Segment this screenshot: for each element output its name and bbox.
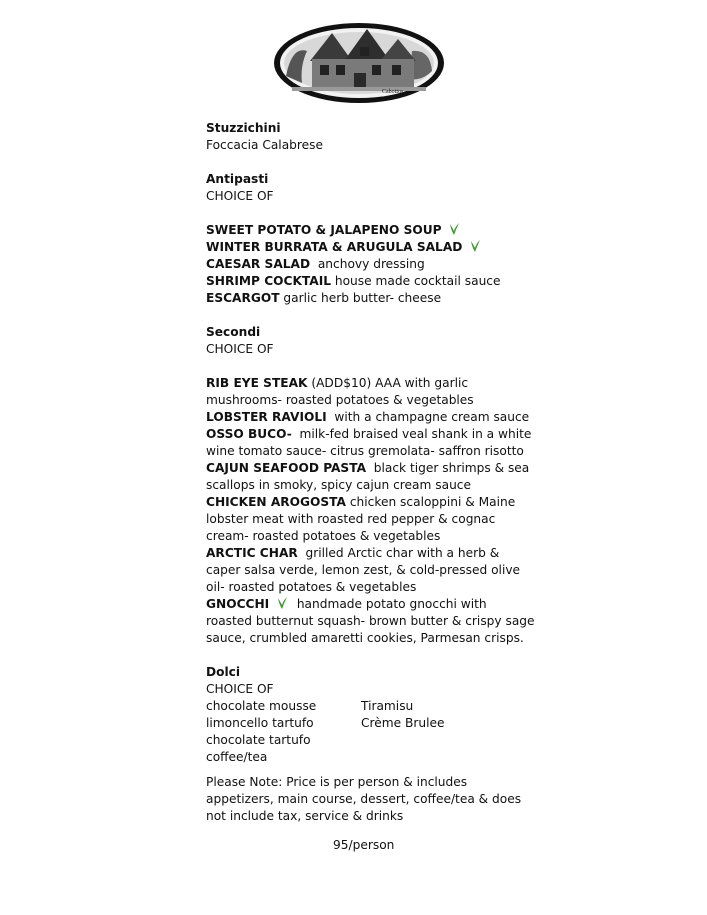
item-description: house made cocktail sauce xyxy=(334,274,501,288)
item-name: OSSO BUCO- xyxy=(206,427,292,441)
logo-caption: Cabottos xyxy=(382,89,404,95)
item-name: ESCARGOT xyxy=(206,291,280,305)
restaurant-logo xyxy=(272,21,446,105)
menu-content xyxy=(206,120,536,825)
list-item xyxy=(206,239,536,256)
item-description: anchovy dressing xyxy=(317,257,425,271)
item-description: (ADD$10) AAA with garlic mushrooms- roasted potatoes & vegetables xyxy=(206,376,474,407)
list-item xyxy=(206,409,536,426)
list-item xyxy=(206,545,536,596)
item-description: chicken scaloppini & Maine lobster meat with roasted red pepper & cognac cream- roasted potatoes & vegetables xyxy=(206,495,516,543)
item-description: milk-fed braised veal shank in a white wine tomato sauce- citrus gremolata- saffron risotto xyxy=(206,427,532,458)
list-item xyxy=(206,256,536,273)
item-description: black tiger shrimps & sea scallops in smoky, spicy cajun cream sauce xyxy=(206,461,530,492)
item-name: WINTER BURRATA & ARUGULA SALAD xyxy=(206,240,463,254)
section-title-stuzzichini: Stuzzichini xyxy=(206,121,281,135)
item-description: handmade potato gnocchi with roasted butternut squash- brown butter & crispy sage sauce, crumbled amaretti cookies, Parmesan crisps. xyxy=(206,597,535,645)
list-item xyxy=(206,596,536,647)
item-name: ARCTIC CHAR xyxy=(206,546,298,560)
dessert-item: Tiramisu xyxy=(361,699,414,713)
dessert-item: Crème Brulee xyxy=(361,716,445,730)
list-item xyxy=(206,426,536,460)
antipasti-choice: CHOICE OF xyxy=(206,189,274,203)
item-name: GNOCCHI xyxy=(206,597,270,611)
list-item xyxy=(206,460,536,494)
item-name: CHICKEN AROGOSTA xyxy=(206,495,346,509)
section-title-antipasti: Antipasti xyxy=(206,172,269,186)
list-item xyxy=(206,222,536,239)
item-description: with a champagne cream sauce xyxy=(334,410,530,424)
vegetarian-leaf-icon xyxy=(468,239,482,253)
item-description: garlic herb butter- cheese xyxy=(283,291,442,305)
price-note: Please Note: Price is per person & includes appetizers, main course, dessert, coffee/tea & does not include tax, service & drinks xyxy=(206,775,522,823)
vegetarian-leaf-icon xyxy=(275,596,289,610)
item-description: grilled Arctic char with a herb & caper salsa verde, lemon zest, & cold-pressed olive oil- roasted potatoes & vegetables xyxy=(206,546,521,594)
item-name: SHRIMP COCKTAIL xyxy=(206,274,331,288)
dolci-list xyxy=(206,698,536,766)
item-name: CAESAR SALAD xyxy=(206,257,311,271)
secondi-choice: CHOICE OF xyxy=(206,342,274,356)
item-name: CAJUN SEAFOOD PASTA xyxy=(206,461,367,475)
list-item xyxy=(206,375,536,409)
dessert-item: chocolate tartufo xyxy=(206,733,311,747)
list-item xyxy=(206,494,536,545)
list-item xyxy=(206,290,536,307)
section-title-secondi: Secondi xyxy=(206,325,261,339)
dessert-item: coffee/tea xyxy=(206,750,268,764)
item-name: SWEET POTATO & JALAPENO SOUP xyxy=(206,223,442,237)
vegetarian-leaf-icon xyxy=(447,222,461,236)
list-item xyxy=(206,273,536,290)
stuzzichini-item: Foccacia Calabrese xyxy=(206,138,323,152)
dessert-item: limoncello tartufo xyxy=(206,716,314,730)
section-title-dolci: Dolci xyxy=(206,665,241,679)
price-per-person: 95/person xyxy=(333,838,395,852)
item-name: RIB EYE STEAK xyxy=(206,376,308,390)
item-name: LOBSTER RAVIOLI xyxy=(206,410,327,424)
dessert-item: chocolate mousse xyxy=(206,699,317,713)
dolci-choice: CHOICE OF xyxy=(206,682,274,696)
